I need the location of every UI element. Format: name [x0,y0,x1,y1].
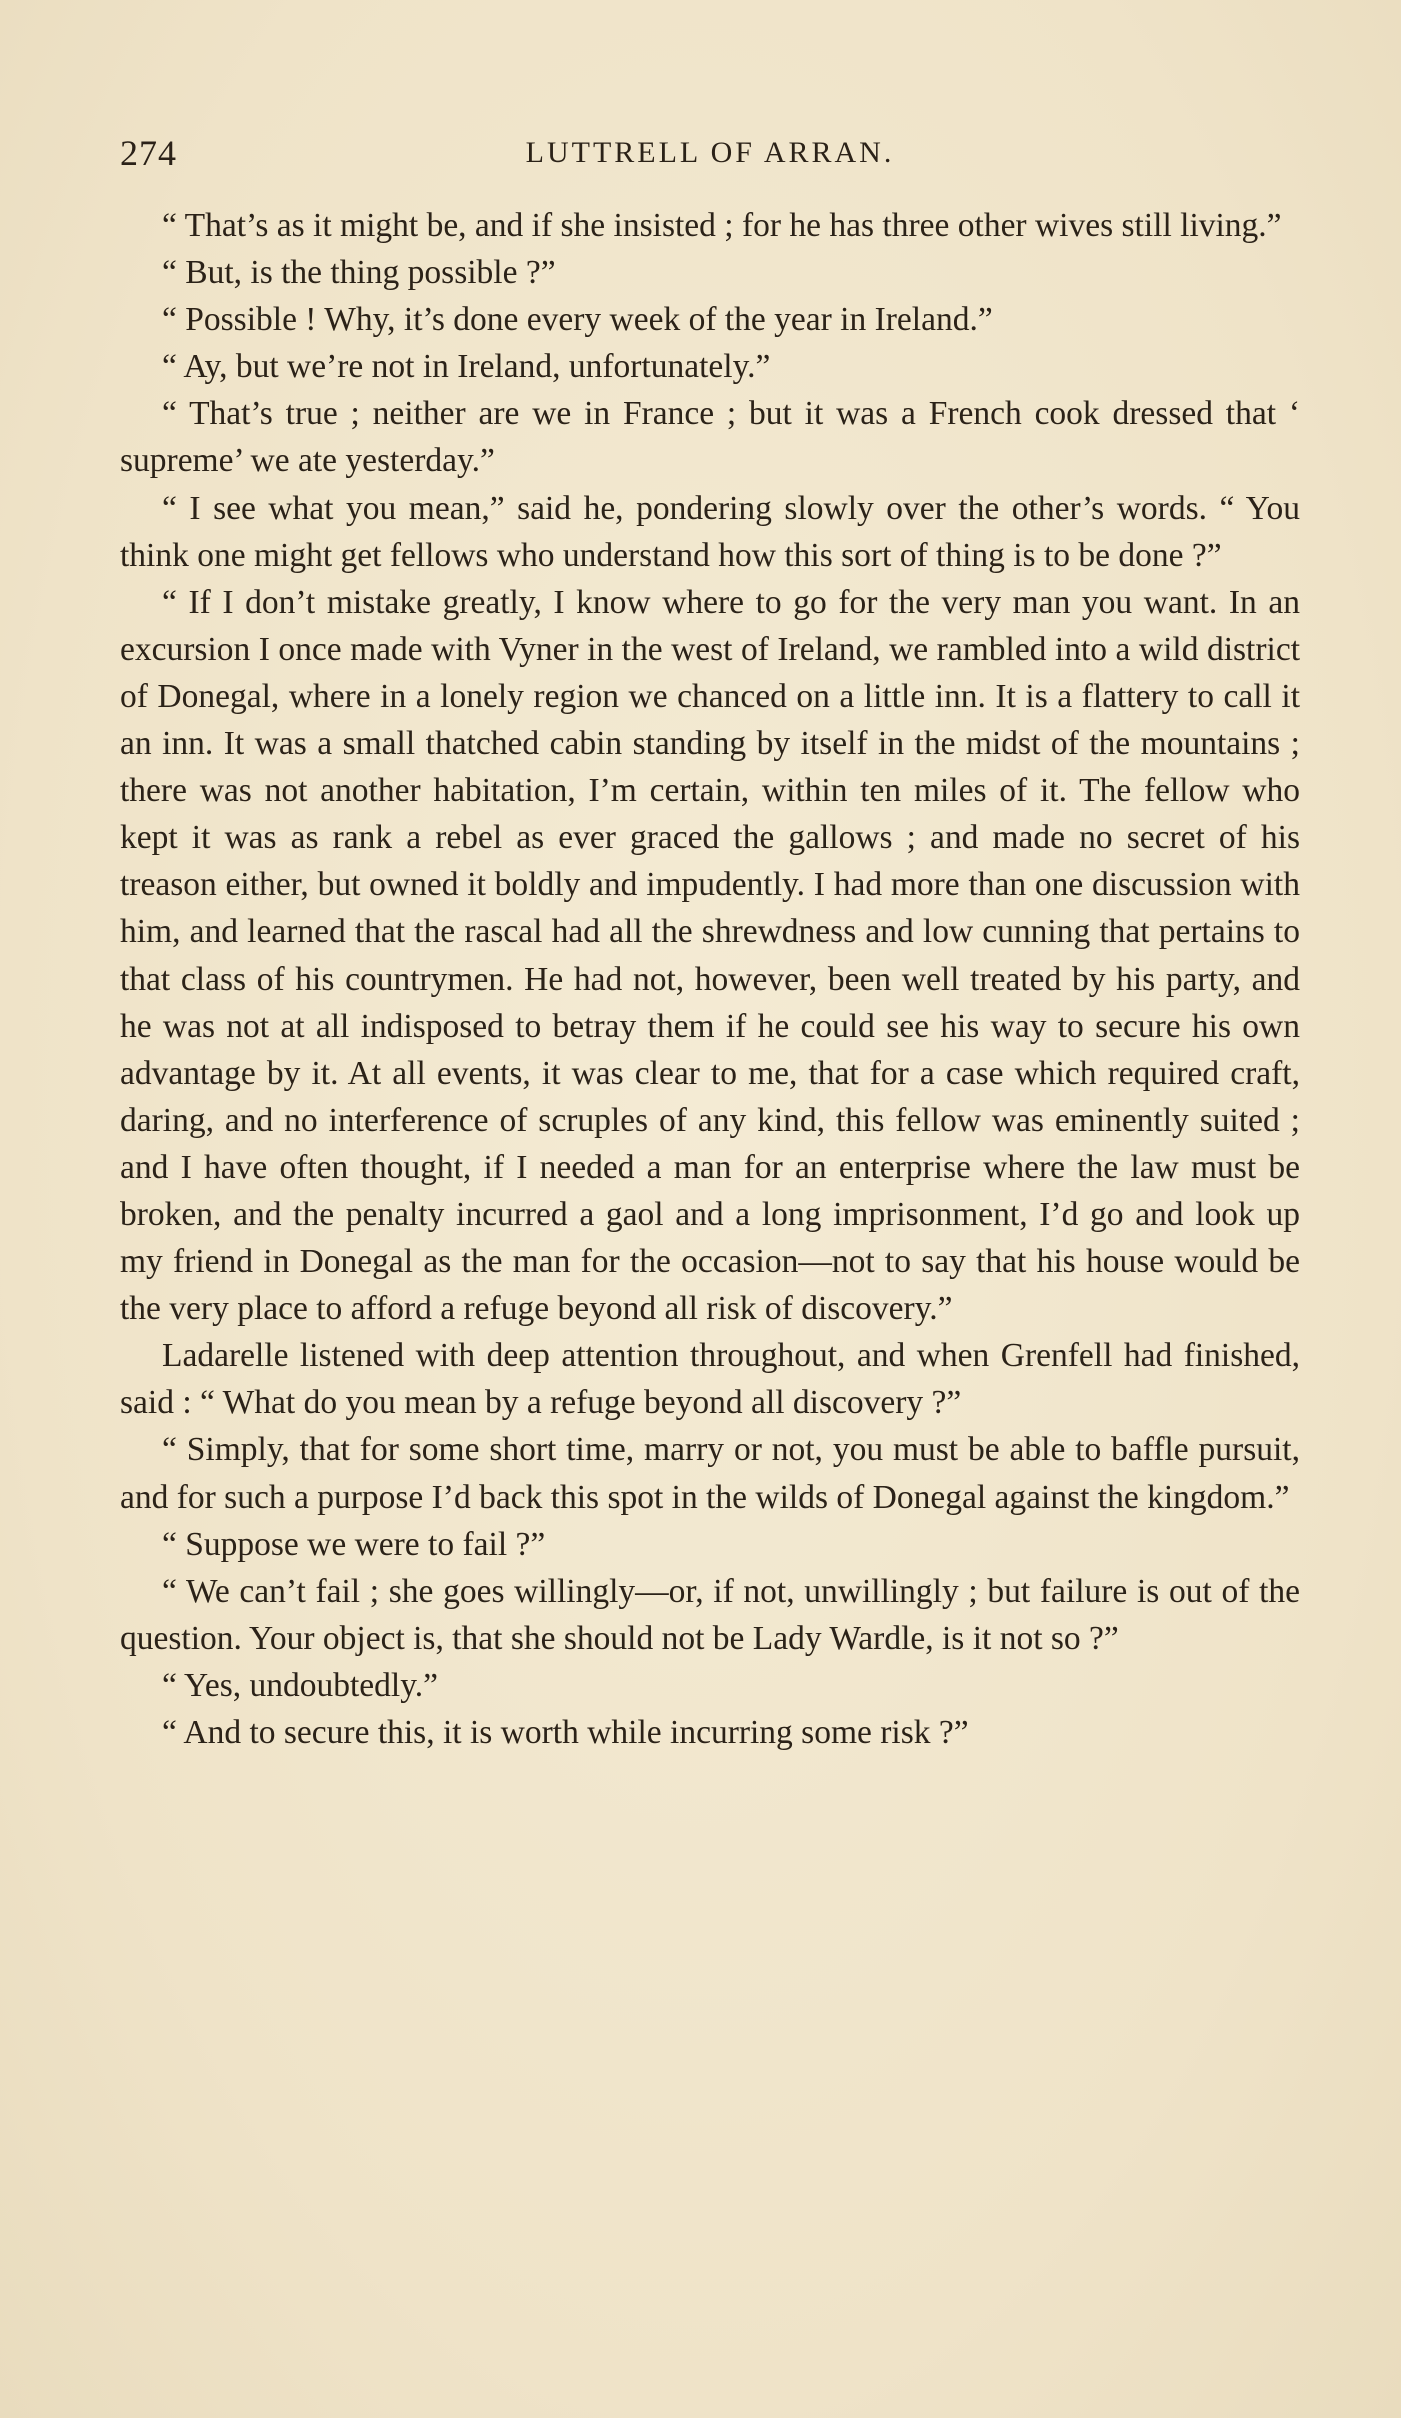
paragraph: Ladarelle listened with deep attention throughout, and when Grenfell had finished, said : “ What do you mean by a refuge beyond all discovery ?” [120,1337,1300,1422]
body-text [120,202,1300,1756]
paragraph: “ Ay, but we’re not in Ireland, unfortunately.” [162,348,771,386]
paragraph: “ If I don’t mistake greatly, I know where to go for the very man you want. In an excursion I once made with Vyner in the west of Ireland, we rambled into a wild district of Donegal, where in a lonely region we chanced on a little inn. It is a flattery to call it an inn. It was a small thatched cabin standing by itself in the midst of the mountains ; there was not another habitation, I’m certain, within ten miles of it. The fellow who kept it was as rank a rebel as ever graced the gallows ; and made no secret of his treason either, but owned it boldly and impudently. I had more than one discussion with him, and learned that the rascal had all the shrewdness and low cunning that pertains to that class of his countrymen. He had not, however, been well treated by his party, and he was not at all indisposed to betray them if he could see his way to secure his own advantage by it. At all events, it was clear to me, that for a case which required craft, daring, and no interference of scruples of any kind, this fellow was eminently suited ; and I have often thought, if I needed a man for an enterprise where the law must be broken, and the penalty incurred a gaol and a long imprisonment, I’d go and look up my friend in Donegal as the man for the occasion—not to say that his house would be the very place to afford a refuge beyond all risk of discovery.” [120,583,1300,1328]
paragraph: “ I see what you mean,” said he, pondering slowly over the other’s words. “ You think one might get fellows who understand how this sort of thing is to be done ?” [120,489,1300,574]
paragraph: “ And to secure this, it is worth while incurring some risk ?” [162,1714,969,1751]
paragraph: “ That’s as it might be, and if she insisted ; for he has three other wives still living.” [162,207,1282,244]
paragraph: “ Possible ! Why, it’s done every week of the year in Ireland.” [162,301,993,339]
page-header [120,132,1300,182]
paragraph: “ But, is the thing possible ?” [162,254,556,292]
running-title: LUTTRELL OF ARRAN. [525,136,895,169]
paragraph: “ That’s true ; neither are we in France ; but it was a French cook dressed that ‘ supreme’ we ate yesterday.” [120,395,1300,480]
paragraph: “ Suppose we were to fail ?” [162,1525,546,1563]
paragraph: “ Yes, undoubtedly.” [162,1666,439,1704]
paragraph: “ Simply, that for some short time, marry or not, you must be able to baffle pursuit, and for such a purpose I’d back this spot in the wilds of Donegal against the kingdom.” [120,1431,1300,1516]
paragraph: “ We can’t fail ; she goes willingly—or, if not, unwillingly ; but failure is out of the question. Your object is, that she should not be Lady Wardle, is it not so ?” [120,1572,1300,1657]
page-number: 274 [120,133,177,173]
